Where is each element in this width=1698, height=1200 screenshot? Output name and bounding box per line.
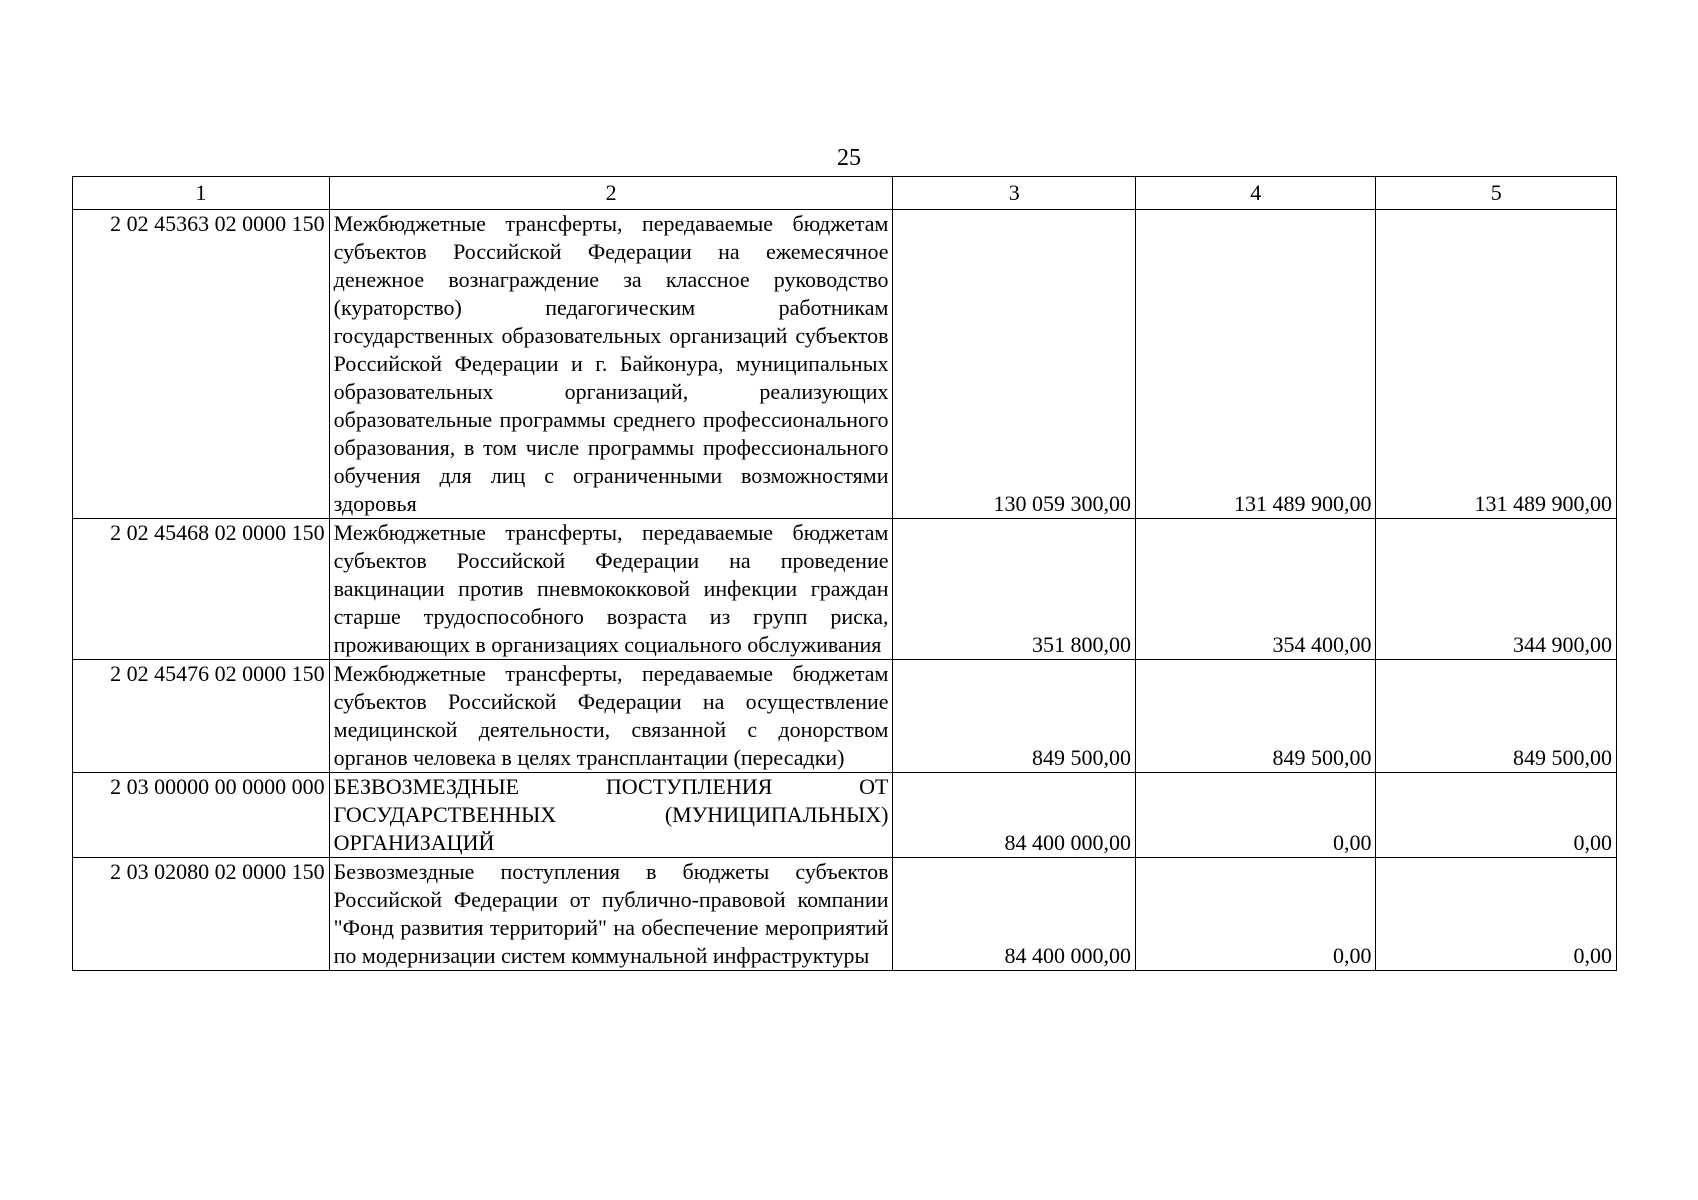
row-value-5: 0,00 <box>1376 773 1617 858</box>
header-col-1: 1 <box>73 177 330 210</box>
row-code: 2 02 45363 02 0000 150 <box>73 210 330 519</box>
row-code: 2 03 02080 02 0000 150 <box>73 858 330 971</box>
table-row <box>73 210 1617 519</box>
table-row <box>73 660 1617 773</box>
row-value-5: 0,00 <box>1376 858 1617 971</box>
header-col-3: 3 <box>893 177 1136 210</box>
row-value-3: 351 800,00 <box>893 519 1136 660</box>
table-row <box>73 858 1617 971</box>
row-value-5: 849 500,00 <box>1376 660 1617 773</box>
table-row <box>73 773 1617 858</box>
row-name: БЕЗВОЗМЕЗДНЫЕ ПОСТУПЛЕНИЯ ОТ ГОСУДАРСТВЕННЫХ (МУНИЦИПАЛЬНЫХ) ОРГАНИЗАЦИЙ <box>329 773 893 858</box>
table-row <box>73 519 1617 660</box>
row-value-4: 131 489 900,00 <box>1135 210 1375 519</box>
row-name: Межбюджетные трансферты, передаваемые бюджетам субъектов Российской Федерации на осуществление медицинской деятельности, связанной с донорством органов человека в целях трансплантации (пересадки) <box>329 660 893 773</box>
row-value-4: 354 400,00 <box>1135 519 1375 660</box>
header-col-5: 5 <box>1376 177 1617 210</box>
header-row <box>73 177 1617 210</box>
row-code: 2 03 00000 00 0000 000 <box>73 773 330 858</box>
row-name: Межбюджетные трансферты, передаваемые бюджетам субъектов Российской Федерации на проведение вакцинации против пневмококковой инфекции граждан старше трудоспособного возраста из групп риска, проживающих в организациях социального обслуживания <box>329 519 893 660</box>
row-value-3: 849 500,00 <box>893 660 1136 773</box>
row-name: Межбюджетные трансферты, передаваемые бюджетам субъектов Российской Федерации на ежемесячное денежное вознаграждение за классное руководство (кураторство) педагогическим работникам государственных образовательных организаций субъектов Российской Федерации и г. Байконура, муниципальных образовательных организаций, реализующих образовательные программы среднего профессионального образования, в том числе программы профессионального обучения для лиц с ограниченными возможностями здоровья <box>329 210 893 519</box>
header-col-2: 2 <box>329 177 893 210</box>
row-value-4: 849 500,00 <box>1135 660 1375 773</box>
row-name: Безвозмездные поступления в бюджеты субъектов Российской Федерации от публично-правовой компании "Фонд развития территорий" на обеспечение мероприятий по модернизации систем коммунальной инфраструктуры <box>329 858 893 971</box>
row-code: 2 02 45468 02 0000 150 <box>73 519 330 660</box>
row-value-5: 131 489 900,00 <box>1376 210 1617 519</box>
header-col-4: 4 <box>1135 177 1375 210</box>
row-value-4: 0,00 <box>1135 858 1375 971</box>
budget-table <box>72 176 1617 971</box>
row-value-3: 84 400 000,00 <box>893 858 1136 971</box>
row-value-3: 130 059 300,00 <box>893 210 1136 519</box>
row-value-5: 344 900,00 <box>1376 519 1617 660</box>
page-number: 25 <box>837 145 861 171</box>
row-code: 2 02 45476 02 0000 150 <box>73 660 330 773</box>
row-value-4: 0,00 <box>1135 773 1375 858</box>
row-value-3: 84 400 000,00 <box>893 773 1136 858</box>
